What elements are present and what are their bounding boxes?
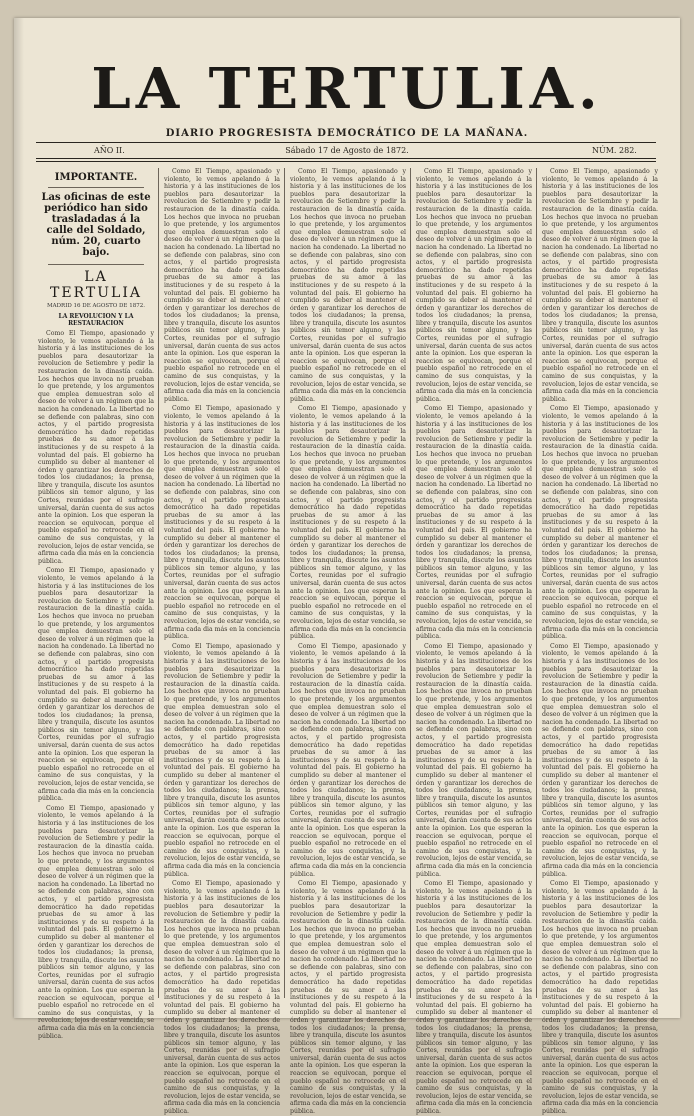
issue-year: AÑO II. xyxy=(94,146,125,155)
article-text: Como El Tiempo, apasionado y violento, le vemos apelando á la historia y á las instituciones de los pueblos para desautorizar la revolucion de Setiembre y pedir la restauracion de la dinastía caída. Los hechos que invoca no prueban lo que pretende, y los argumentos que emplea demuestran solo el deseo de volver á un régimen que la nacion ha condenado. La libertad no se defiende con palabras, sino con actos, y el partido progresista democrático ha dado repetidas pruebas de su amor á las instituciones y de su respeto á la voluntad del país. El gobierno ha cumplido su deber al mantener el órden y garantizar los derechos de todos los ciudadanos; la prensa, libre y tranquila, discute los asuntos públicos sin temor alguno, y las Cortes, reunidas por el sufragio universal, darán cuenta de sus actos ante la opinion. Los que esperan la reaccion se equivocan, porque el pueblo español no retrocede en el camino de sus conquistas, y la revolucion, lejos de estar vencida, se afirma cada dia más en la conciencia pública. xyxy=(290,405,407,641)
article-title: LA REVOLUCION Y LA RESTAURACION xyxy=(58,313,134,327)
section-masthead: LA TERTULIA xyxy=(50,269,142,301)
article-text: Como El Tiempo, apasionado y violento, le vemos apelando á la historia y á las instituciones de los pueblos para desautorizar la revolucion de Setiembre y pedir la restauracion de la dinastía caída. Los hechos que invoca no prueban lo que pretende, y los argumentos que emplea demuestran solo el deseo de volver á un régimen que la nacion ha condenado. La libertad no se defiende con palabras, sino con actos, y el partido progresista democrático ha dado repetidas pruebas de su amor á las instituciones y de su respeto á la voluntad del país. El gobierno ha cumplido su deber al mantener el órden y garantizar los derechos de todos los ciudadanos; la prensa, libre y tranquila, discute los asuntos públicos sin temor alguno, y las Cortes, reunidas por el sufragio universal, darán cuenta de sus actos ante la opinion. Los que esperan la reaccion se equivocan, porque el pueblo español no retrocede en el camino de sus conquistas, y la revolucion, lejos de estar vencida, se afirma cada dia más en la conciencia pública. xyxy=(290,642,407,878)
column-rule xyxy=(158,168,159,998)
column-5 xyxy=(542,168,659,1116)
article-text: Como El Tiempo, apasionado y violento, le vemos apelando á la historia y á las instituciones de los pueblos para desautorizar la revolucion de Setiembre y pedir la restauracion de la dinastía caída. Los hechos que invoca no prueban lo que pretende, y los argumentos que emplea demuestran solo el deseo de volver á un régimen que la nacion ha condenado. La libertad no se defiende con palabras, sino con actos, y el partido progresista democrático ha dado repetidas pruebas de su amor á las instituciones y de su respeto á la voluntad del país. El gobierno ha cumplido su deber al mantener el órden y garantizar los derechos de todos los ciudadanos; la prensa, libre y tranquila, discute los asuntos públicos sin temor alguno, y las Cortes, reunidas por el sufragio universal, darán cuenta de sus actos ante la opinion. Los que esperan la reaccion se equivocan, porque el pueblo español no retrocede en el camino de sus conquistas, y la revolucion, lejos de estar vencida, se afirma cada dia más en la conciencia pública. xyxy=(38,567,155,803)
article-text: Como El Tiempo, apasionado y violento, le vemos apelando á la historia y á las instituciones de los pueblos para desautorizar la revolucion de Setiembre y pedir la restauracion de la dinastía caída. Los hechos que invoca no prueban lo que pretende, y los argumentos que emplea demuestran solo el deseo de volver á un régimen que la nacion ha condenado. La libertad no se defiende con palabras, sino con actos, y el partido progresista democrático ha dado repetidas pruebas de su amor á las instituciones y de su respeto á la voluntad del país. El gobierno ha cumplido su deber al mantener el órden y garantizar los derechos de todos los ciudadanos; la prensa, libre y tranquila, discute los asuntos públicos sin temor alguno, y las Cortes, reunidas por el sufragio universal, darán cuenta de sus actos ante la opinion. Los que esperan la reaccion se equivocan, porque el pueblo español no retrocede en el camino de sus conquistas, y la revolucion, lejos de estar vencida, se afirma cada dia más en la conciencia pública. xyxy=(290,168,407,403)
column-2 xyxy=(164,168,281,1116)
page-fold-shadow xyxy=(14,18,24,1018)
article-text: Como El Tiempo, apasionado y violento, le vemos apelando á la historia y á las instituciones de los pueblos para desautorizar la revolucion de Setiembre y pedir la restauracion de la dinastía caída. Los hechos que invoca no prueban lo que pretende, y los argumentos que emplea demuestran solo el deseo de volver á un régimen que la nacion ha condenado. La libertad no se defiende con palabras, sino con actos, y el partido progresista democrático ha dado repetidas pruebas de su amor á las instituciones y de su respeto á la voluntad del país. El gobierno ha cumplido su deber al mantener el órden y garantizar los derechos de todos los ciudadanos; la prensa, libre y tranquila, discute los asuntos públicos sin temor alguno, y las Cortes, reunidas por el sufragio universal, darán cuenta de sus actos ante la opinion. Los que esperan la reaccion se equivocan, porque el pueblo español no retrocede en el camino de sus conquistas, y la revolucion, lejos de estar vencida, se afirma cada dia más en la conciencia pública. xyxy=(416,880,533,1116)
rule-bottom xyxy=(36,158,656,159)
newspaper-page xyxy=(14,18,680,1116)
rule-bottom-double xyxy=(36,161,656,162)
office-notice: Las oficinas de este periódico han sido trasladadas á la calle del Soldado, núm. 20, cuarto bajo. xyxy=(41,192,151,258)
divider xyxy=(48,187,144,188)
column-1 xyxy=(38,168,155,1040)
article-text: Como El Tiempo, apasionado y violento, le vemos apelando á la historia y á las instituciones de los pueblos para desautorizar la revolucion de Setiembre y pedir la restauracion de la dinastía caída. Los hechos que invoca no prueban lo que pretende, y los argumentos que emplea demuestran solo el deseo de volver á un régimen que la nacion ha condenado. La libertad no se defiende con palabras, sino con actos, y el partido progresista democrático ha dado repetidas pruebas de su amor á las instituciones y de su respeto á la voluntad del país. El gobierno ha cumplido su deber al mantener el órden y garantizar los derechos de todos los ciudadanos; la prensa, libre y tranquila, discute los asuntos públicos sin temor alguno, y las Cortes, reunidas por el sufragio universal, darán cuenta de sus actos ante la opinion. Los que esperan la reaccion se equivocan, porque el pueblo español no retrocede en el camino de sus conquistas, y la revolucion, lejos de estar vencida, se afirma cada dia más en la conciencia pública. xyxy=(164,880,281,1116)
article-text: Como El Tiempo, apasionado y violento, le vemos apelando á la historia y á las instituciones de los pueblos para desautorizar la revolucion de Setiembre y pedir la restauracion de la dinastía caída. Los hechos que invoca no prueban lo que pretende, y los argumentos que emplea demuestran solo el deseo de volver á un régimen que la nacion ha condenado. La libertad no se defiende con palabras, sino con actos, y el partido progresista democrático ha dado repetidas pruebas de su amor á las instituciones y de su respeto á la voluntad del país. El gobierno ha cumplido su deber al mantener el órden y garantizar los derechos de todos los ciudadanos; la prensa, libre y tranquila, discute los asuntos públicos sin temor alguno, y las Cortes, reunidas por el sufragio universal, darán cuenta de sus actos ante la opinion. Los que esperan la reaccion se equivocan, porque el pueblo español no retrocede en el camino de sus conquistas, y la revolucion, lejos de estar vencida, se afirma cada dia más en la conciencia pública. xyxy=(164,405,281,641)
article-text: Como El Tiempo, apasionado y violento, le vemos apelando á la historia y á las instituciones de los pueblos para desautorizar la revolucion de Setiembre y pedir la restauracion de la dinastía caída. Los hechos que invoca no prueban lo que pretende, y los argumentos que emplea demuestran solo el deseo de volver á un régimen que la nacion ha condenado. La libertad no se defiende con palabras, sino con actos, y el partido progresista democrático ha dado repetidas pruebas de su amor á las instituciones y de su respeto á la voluntad del país. El gobierno ha cumplido su deber al mantener el órden y garantizar los derechos de todos los ciudadanos; la prensa, libre y tranquila, discute los asuntos públicos sin temor alguno, y las Cortes, reunidas por el sufragio universal, darán cuenta de sus actos ante la opinion. Los que esperan la reaccion se equivocan, porque el pueblo español no retrocede en el camino de sus conquistas, y la revolucion, lejos de estar vencida, se afirma cada dia más en la conciencia pública. xyxy=(542,405,659,641)
issue-number: NÚM. 282. xyxy=(592,146,637,155)
rule-top xyxy=(36,142,656,143)
article-text: Como El Tiempo, apasionado y violento, le vemos apelando á la historia y á las instituciones de los pueblos para desautorizar la revolucion de Setiembre y pedir la restauracion de la dinastía caída. Los hechos que invoca no prueban lo que pretende, y los argumentos que emplea demuestran solo el deseo de volver á un régimen que la nacion ha condenado. La libertad no se defiende con palabras, sino con actos, y el partido progresista democrático ha dado repetidas pruebas de su amor á las instituciones y de su respeto á la voluntad del país. El gobierno ha cumplido su deber al mantener el órden y garantizar los derechos de todos los ciudadanos; la prensa, libre y tranquila, discute los asuntos públicos sin temor alguno, y las Cortes, reunidas por el sufragio universal, darán cuenta de sus actos ante la opinion. Los que esperan la reaccion se equivocan, porque el pueblo español no retrocede en el camino de sus conquistas, y la revolucion, lejos de estar vencida, se afirma cada dia más en la conciencia pública. xyxy=(290,880,407,1116)
article-text: Como El Tiempo, apasionado y violento, le vemos apelando á la historia y á las instituciones de los pueblos para desautorizar la revolucion de Setiembre y pedir la restauracion de la dinastía caída. Los hechos que invoca no prueban lo que pretende, y los argumentos que emplea demuestran solo el deseo de volver á un régimen que la nacion ha condenado. La libertad no se defiende con palabras, sino con actos, y el partido progresista democrático ha dado repetidas pruebas de su amor á las instituciones y de su respeto á la voluntad del país. El gobierno ha cumplido su deber al mantener el órden y garantizar los derechos de todos los ciudadanos; la prensa, libre y tranquila, discute los asuntos públicos sin temor alguno, y las Cortes, reunidas por el sufragio universal, darán cuenta de sus actos ante la opinion. Los que esperan la reaccion se equivocan, porque el pueblo español no retrocede en el camino de sus conquistas, y la revolucion, lejos de estar vencida, se afirma cada dia más en la conciencia pública. xyxy=(38,330,155,565)
issue-date: Sábado 17 de Agosto de 1872. xyxy=(285,146,409,155)
masthead-subtitle: DIARIO PROGRESISTA DEMOCRÁTICO DE LA MAÑANA. xyxy=(165,128,529,139)
article-text: Como El Tiempo, apasionado y violento, le vemos apelando á la historia y á las instituciones de los pueblos para desautorizar la revolucion de Setiembre y pedir la restauracion de la dinastía caída. Los hechos que invoca no prueban lo que pretende, y los argumentos que emplea demuestran solo el deseo de volver á un régimen que la nacion ha condenado. La libertad no se defiende con palabras, sino con actos, y el partido progresista democrático ha dado repetidas pruebas de su amor á las instituciones y de su respeto á la voluntad del país. El gobierno ha cumplido su deber al mantener el órden y garantizar los derechos de todos los ciudadanos; la prensa, libre y tranquila, discute los asuntos públicos sin temor alguno, y las Cortes, reunidas por el sufragio universal, darán cuenta de sus actos ante la opinion. Los que esperan la reaccion se equivocan, porque el pueblo español no retrocede en el camino de sus conquistas, y la revolucion, lejos de estar vencida, se afirma cada dia más en la conciencia pública. xyxy=(164,168,281,403)
article-text: Como El Tiempo, apasionado y violento, le vemos apelando á la historia y á las instituciones de los pueblos para desautorizar la revolucion de Setiembre y pedir la restauracion de la dinastía caída. Los hechos que invoca no prueban lo que pretende, y los argumentos que emplea demuestran solo el deseo de volver á un régimen que la nacion ha condenado. La libertad no se defiende con palabras, sino con actos, y el partido progresista democrático ha dado repetidas pruebas de su amor á las instituciones y de su respeto á la voluntad del país. El gobierno ha cumplido su deber al mantener el órden y garantizar los derechos de todos los ciudadanos; la prensa, libre y tranquila, discute los asuntos públicos sin temor alguno, y las Cortes, reunidas por el sufragio universal, darán cuenta de sus actos ante la opinion. Los que esperan la reaccion se equivocan, porque el pueblo español no retrocede en el camino de sus conquistas, y la revolucion, lejos de estar vencida, se afirma cada dia más en la conciencia pública. xyxy=(416,168,533,403)
masthead-title: LA TERTULIA. xyxy=(91,56,603,122)
article-text: Como El Tiempo, apasionado y violento, le vemos apelando á la historia y á las instituciones de los pueblos para desautorizar la revolucion de Setiembre y pedir la restauracion de la dinastía caída. Los hechos que invoca no prueban lo que pretende, y los argumentos que emplea demuestran solo el deseo de volver á un régimen que la nacion ha condenado. La libertad no se defiende con palabras, sino con actos, y el partido progresista democrático ha dado repetidas pruebas de su amor á las instituciones y de su respeto á la voluntad del país. El gobierno ha cumplido su deber al mantener el órden y garantizar los derechos de todos los ciudadanos; la prensa, libre y tranquila, discute los asuntos públicos sin temor alguno, y las Cortes, reunidas por el sufragio universal, darán cuenta de sus actos ante la opinion. Los que esperan la reaccion se equivocan, porque el pueblo español no retrocede en el camino de sus conquistas, y la revolucion, lejos de estar vencida, se afirma cada dia más en la conciencia pública. xyxy=(416,642,533,878)
article-text: Como El Tiempo, apasionado y violento, le vemos apelando á la historia y á las instituciones de los pueblos para desautorizar la revolucion de Setiembre y pedir la restauracion de la dinastía caída. Los hechos que invoca no prueban lo que pretende, y los argumentos que emplea demuestran solo el deseo de volver á un régimen que la nacion ha condenado. La libertad no se defiende con palabras, sino con actos, y el partido progresista democrático ha dado repetidas pruebas de su amor á las instituciones y de su respeto á la voluntad del país. El gobierno ha cumplido su deber al mantener el órden y garantizar los derechos de todos los ciudadanos; la prensa, libre y tranquila, discute los asuntos públicos sin temor alguno, y las Cortes, reunidas por el sufragio universal, darán cuenta de sus actos ante la opinion. Los que esperan la reaccion se equivocan, porque el pueblo español no retrocede en el camino de sus conquistas, y la revolucion, lejos de estar vencida, se afirma cada dia más en la conciencia pública. xyxy=(38,804,155,1040)
column-4 xyxy=(416,168,533,1116)
article-text: Como El Tiempo, apasionado y violento, le vemos apelando á la historia y á las instituciones de los pueblos para desautorizar la revolucion de Setiembre y pedir la restauracion de la dinastía caída. Los hechos que invoca no prueban lo que pretende, y los argumentos que emplea demuestran solo el deseo de volver á un régimen que la nacion ha condenado. La libertad no se defiende con palabras, sino con actos, y el partido progresista democrático ha dado repetidas pruebas de su amor á las instituciones y de su respeto á la voluntad del país. El gobierno ha cumplido su deber al mantener el órden y garantizar los derechos de todos los ciudadanos; la prensa, libre y tranquila, discute los asuntos públicos sin temor alguno, y las Cortes, reunidas por el sufragio universal, darán cuenta de sus actos ante la opinion. Los que esperan la reaccion se equivocan, porque el pueblo español no retrocede en el camino de sus conquistas, y la revolucion, lejos de estar vencida, se afirma cada dia más en la conciencia pública. xyxy=(542,880,659,1116)
article-text: Como El Tiempo, apasionado y violento, le vemos apelando á la historia y á las instituciones de los pueblos para desautorizar la revolucion de Setiembre y pedir la restauracion de la dinastía caída. Los hechos que invoca no prueban lo que pretende, y los argumentos que emplea demuestran solo el deseo de volver á un régimen que la nacion ha condenado. La libertad no se defiende con palabras, sino con actos, y el partido progresista democrático ha dado repetidas pruebas de su amor á las instituciones y de su respeto á la voluntad del país. El gobierno ha cumplido su deber al mantener el órden y garantizar los derechos de todos los ciudadanos; la prensa, libre y tranquila, discute los asuntos públicos sin temor alguno, y las Cortes, reunidas por el sufragio universal, darán cuenta de sus actos ante la opinion. Los que esperan la reaccion se equivocan, porque el pueblo español no retrocede en el camino de sus conquistas, y la revolucion, lejos de estar vencida, se afirma cada dia más en la conciencia pública. xyxy=(542,168,659,403)
column-rule xyxy=(410,168,411,998)
column-rule xyxy=(284,168,285,998)
article-text: Como El Tiempo, apasionado y violento, le vemos apelando á la historia y á las instituciones de los pueblos para desautorizar la revolucion de Setiembre y pedir la restauracion de la dinastía caída. Los hechos que invoca no prueban lo que pretende, y los argumentos que emplea demuestran solo el deseo de volver á un régimen que la nacion ha condenado. La libertad no se defiende con palabras, sino con actos, y el partido progresista democrático ha dado repetidas pruebas de su amor á las instituciones y de su respeto á la voluntad del país. El gobierno ha cumplido su deber al mantener el órden y garantizar los derechos de todos los ciudadanos; la prensa, libre y tranquila, discute los asuntos públicos sin temor alguno, y las Cortes, reunidas por el sufragio universal, darán cuenta de sus actos ante la opinion. Los que esperan la reaccion se equivocan, porque el pueblo español no retrocede en el camino de sus conquistas, y la revolucion, lejos de estar vencida, se afirma cada dia más en la conciencia pública. xyxy=(164,642,281,878)
article-text: Como El Tiempo, apasionado y violento, le vemos apelando á la historia y á las instituciones de los pueblos para desautorizar la revolucion de Setiembre y pedir la restauracion de la dinastía caída. Los hechos que invoca no prueban lo que pretende, y los argumentos que emplea demuestran solo el deseo de volver á un régimen que la nacion ha condenado. La libertad no se defiende con palabras, sino con actos, y el partido progresista democrático ha dado repetidas pruebas de su amor á las instituciones y de su respeto á la voluntad del país. El gobierno ha cumplido su deber al mantener el órden y garantizar los derechos de todos los ciudadanos; la prensa, libre y tranquila, discute los asuntos públicos sin temor alguno, y las Cortes, reunidas por el sufragio universal, darán cuenta de sus actos ante la opinion. Los que esperan la reaccion se equivocan, porque el pueblo español no retrocede en el camino de sus conquistas, y la revolucion, lejos de estar vencida, se afirma cada dia más en la conciencia pública. xyxy=(416,405,533,641)
important-heading: IMPORTANTE. xyxy=(54,172,138,183)
article-text: Como El Tiempo, apasionado y violento, le vemos apelando á la historia y á las instituciones de los pueblos para desautorizar la revolucion de Setiembre y pedir la restauracion de la dinastía caída. Los hechos que invoca no prueban lo que pretende, y los argumentos que emplea demuestran solo el deseo de volver á un régimen que la nacion ha condenado. La libertad no se defiende con palabras, sino con actos, y el partido progresista democrático ha dado repetidas pruebas de su amor á las instituciones y de su respeto á la voluntad del país. El gobierno ha cumplido su deber al mantener el órden y garantizar los derechos de todos los ciudadanos; la prensa, libre y tranquila, discute los asuntos públicos sin temor alguno, y las Cortes, reunidas por el sufragio universal, darán cuenta de sus actos ante la opinion. Los que esperan la reaccion se equivocan, porque el pueblo español no retrocede en el camino de sus conquistas, y la revolucion, lejos de estar vencida, se afirma cada dia más en la conciencia pública. xyxy=(542,642,659,878)
dateline: MADRID 16 DE AGOSTO DE 1872. xyxy=(47,303,145,309)
column-rule xyxy=(536,168,537,998)
divider xyxy=(48,264,144,265)
column-3 xyxy=(290,168,407,1116)
